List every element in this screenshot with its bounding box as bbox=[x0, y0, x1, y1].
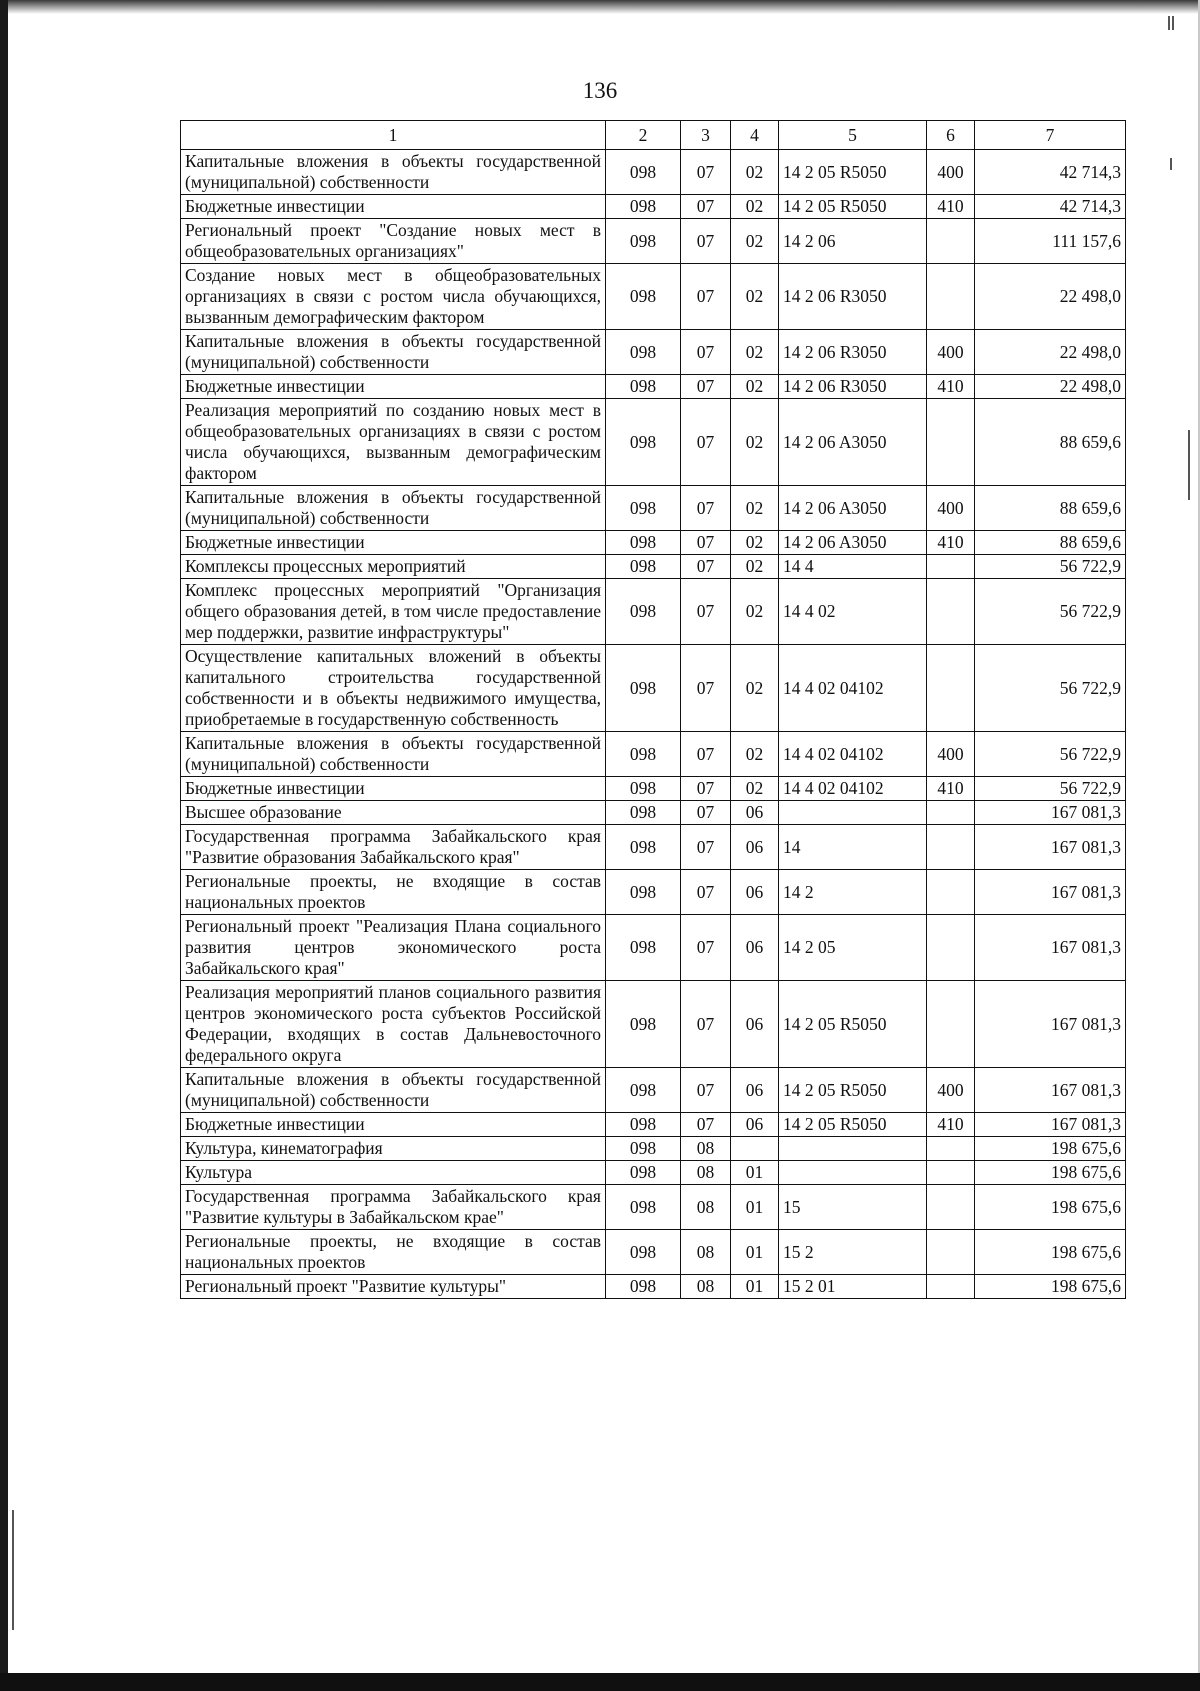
ministry-code: 098 bbox=[606, 195, 681, 219]
subsection-code: 02 bbox=[731, 195, 779, 219]
section-code: 07 bbox=[681, 777, 731, 801]
budget-table bbox=[180, 120, 1126, 1299]
expense-type-code: 400 bbox=[927, 150, 975, 195]
table-row bbox=[181, 531, 1126, 555]
section-code: 08 bbox=[681, 1185, 731, 1230]
table-row bbox=[181, 1161, 1126, 1185]
ministry-code: 098 bbox=[606, 531, 681, 555]
section-code: 07 bbox=[681, 531, 731, 555]
expense-type-code bbox=[927, 825, 975, 870]
section-code: 07 bbox=[681, 330, 731, 375]
scan-artifact bbox=[1168, 16, 1170, 30]
table-row bbox=[181, 1275, 1126, 1299]
ministry-code: 098 bbox=[606, 399, 681, 486]
expense-type-code: 410 bbox=[927, 531, 975, 555]
table-row bbox=[181, 579, 1126, 645]
item-name: Региональные проекты, не входящие в состав национальных проектов bbox=[181, 1230, 606, 1275]
scan-edge-top bbox=[0, 0, 1200, 14]
ministry-code: 098 bbox=[606, 981, 681, 1068]
section-code: 07 bbox=[681, 195, 731, 219]
table-row bbox=[181, 645, 1126, 732]
table-row bbox=[181, 870, 1126, 915]
ministry-code: 098 bbox=[606, 732, 681, 777]
section-code: 07 bbox=[681, 870, 731, 915]
ministry-code: 098 bbox=[606, 330, 681, 375]
table-row bbox=[181, 732, 1126, 777]
scan-edge-bottom bbox=[0, 1673, 1200, 1691]
item-name: Региональный проект "Реализация Плана социального развития центров экономического роста Забайкальского края" bbox=[181, 915, 606, 981]
item-name: Культура, кинематография bbox=[181, 1137, 606, 1161]
item-name: Капитальные вложения в объекты государственной (муниципальной) собственности bbox=[181, 150, 606, 195]
expense-type-code bbox=[927, 1137, 975, 1161]
amount: 167 081,3 bbox=[975, 825, 1126, 870]
table-row bbox=[181, 1068, 1126, 1113]
expense-type-code bbox=[927, 1275, 975, 1299]
subsection-code: 02 bbox=[731, 150, 779, 195]
expense-type-code: 410 bbox=[927, 777, 975, 801]
item-name: Комплексы процессных мероприятий bbox=[181, 555, 606, 579]
target-article-code: 15 2 bbox=[779, 1230, 927, 1275]
subsection-code: 06 bbox=[731, 1113, 779, 1137]
amount: 167 081,3 bbox=[975, 801, 1126, 825]
subsection-code: 02 bbox=[731, 579, 779, 645]
subsection-code bbox=[731, 1137, 779, 1161]
subsection-code: 02 bbox=[731, 375, 779, 399]
amount: 42 714,3 bbox=[975, 195, 1126, 219]
amount: 56 722,9 bbox=[975, 732, 1126, 777]
scan-artifact bbox=[1188, 430, 1190, 500]
target-article-code: 14 2 05 R5050 bbox=[779, 981, 927, 1068]
table-row bbox=[181, 195, 1126, 219]
subsection-code: 02 bbox=[731, 531, 779, 555]
subsection-code: 02 bbox=[731, 219, 779, 264]
expense-type-code bbox=[927, 645, 975, 732]
amount: 167 081,3 bbox=[975, 1068, 1126, 1113]
column-header: 1 bbox=[181, 121, 606, 150]
table-row bbox=[181, 219, 1126, 264]
target-article-code: 14 4 02 04102 bbox=[779, 645, 927, 732]
expense-type-code bbox=[927, 555, 975, 579]
item-name: Региональный проект "Развитие культуры" bbox=[181, 1275, 606, 1299]
target-article-code: 14 2 05 bbox=[779, 915, 927, 981]
section-code: 07 bbox=[681, 825, 731, 870]
target-article-code: 14 2 06 A3050 bbox=[779, 399, 927, 486]
amount: 88 659,6 bbox=[975, 486, 1126, 531]
ministry-code: 098 bbox=[606, 1230, 681, 1275]
amount: 198 675,6 bbox=[975, 1230, 1126, 1275]
ministry-code: 098 bbox=[606, 915, 681, 981]
item-name: Бюджетные инвестиции bbox=[181, 1113, 606, 1137]
table-row bbox=[181, 825, 1126, 870]
subsection-code: 02 bbox=[731, 645, 779, 732]
target-article-code: 14 2 05 R5050 bbox=[779, 150, 927, 195]
subsection-code: 06 bbox=[731, 915, 779, 981]
expense-type-code bbox=[927, 1185, 975, 1230]
expense-type-code bbox=[927, 264, 975, 330]
section-code: 07 bbox=[681, 1068, 731, 1113]
amount: 56 722,9 bbox=[975, 777, 1126, 801]
expense-type-code bbox=[927, 1230, 975, 1275]
subsection-code: 01 bbox=[731, 1275, 779, 1299]
item-name: Реализация мероприятий планов социального развития центров экономического роста субъектов Российской Федерации, входящих в состав Дальневосточного федерального округа bbox=[181, 981, 606, 1068]
scan-edge-left bbox=[0, 0, 8, 1691]
target-article-code: 14 4 02 04102 bbox=[779, 732, 927, 777]
amount: 56 722,9 bbox=[975, 579, 1126, 645]
table-row bbox=[181, 486, 1126, 531]
table-row bbox=[181, 399, 1126, 486]
section-code: 07 bbox=[681, 264, 731, 330]
table-row bbox=[181, 981, 1126, 1068]
target-article-code: 14 2 06 R3050 bbox=[779, 330, 927, 375]
section-code: 07 bbox=[681, 375, 731, 399]
subsection-code: 02 bbox=[731, 264, 779, 330]
item-name: Осуществление капитальных вложений в объекты капитального строительства государственной собственности и в объекты недвижимого имущества, приобретаемые в государственную собственность bbox=[181, 645, 606, 732]
section-code: 07 bbox=[681, 1113, 731, 1137]
table-row bbox=[181, 1230, 1126, 1275]
item-name: Культура bbox=[181, 1161, 606, 1185]
ministry-code: 098 bbox=[606, 1275, 681, 1299]
amount: 56 722,9 bbox=[975, 645, 1126, 732]
subsection-code: 06 bbox=[731, 801, 779, 825]
subsection-code: 02 bbox=[731, 555, 779, 579]
ministry-code: 098 bbox=[606, 219, 681, 264]
ministry-code: 098 bbox=[606, 150, 681, 195]
section-code: 07 bbox=[681, 981, 731, 1068]
amount: 88 659,6 bbox=[975, 399, 1126, 486]
section-code: 07 bbox=[681, 915, 731, 981]
table-row bbox=[181, 915, 1126, 981]
amount: 22 498,0 bbox=[975, 375, 1126, 399]
table-row bbox=[181, 801, 1126, 825]
target-article-code: 15 bbox=[779, 1185, 927, 1230]
amount: 198 675,6 bbox=[975, 1161, 1126, 1185]
target-article-code: 14 2 06 A3050 bbox=[779, 531, 927, 555]
target-article-code: 14 2 06 A3050 bbox=[779, 486, 927, 531]
section-code: 08 bbox=[681, 1275, 731, 1299]
section-code: 07 bbox=[681, 579, 731, 645]
subsection-code: 01 bbox=[731, 1230, 779, 1275]
subsection-code: 02 bbox=[731, 399, 779, 486]
expense-type-code: 400 bbox=[927, 486, 975, 531]
item-name: Капитальные вложения в объекты государственной (муниципальной) собственности bbox=[181, 1068, 606, 1113]
subsection-code: 02 bbox=[731, 777, 779, 801]
expense-type-code bbox=[927, 915, 975, 981]
column-header: 7 bbox=[975, 121, 1126, 150]
amount: 88 659,6 bbox=[975, 531, 1126, 555]
subsection-code: 06 bbox=[731, 1068, 779, 1113]
target-article-code: 14 2 05 R5050 bbox=[779, 195, 927, 219]
item-name: Бюджетные инвестиции bbox=[181, 195, 606, 219]
amount: 167 081,3 bbox=[975, 1113, 1126, 1137]
ministry-code: 098 bbox=[606, 1113, 681, 1137]
column-header: 2 bbox=[606, 121, 681, 150]
amount: 198 675,6 bbox=[975, 1137, 1126, 1161]
subsection-code: 01 bbox=[731, 1161, 779, 1185]
ministry-code: 098 bbox=[606, 555, 681, 579]
section-code: 07 bbox=[681, 399, 731, 486]
ministry-code: 098 bbox=[606, 1068, 681, 1113]
expense-type-code bbox=[927, 1161, 975, 1185]
subsection-code: 02 bbox=[731, 486, 779, 531]
expense-type-code: 410 bbox=[927, 195, 975, 219]
item-name: Капитальные вложения в объекты государственной (муниципальной) собственности bbox=[181, 330, 606, 375]
target-article-code bbox=[779, 1137, 927, 1161]
section-code: 07 bbox=[681, 801, 731, 825]
target-article-code: 14 2 06 R3050 bbox=[779, 264, 927, 330]
section-code: 07 bbox=[681, 486, 731, 531]
ministry-code: 098 bbox=[606, 486, 681, 531]
amount: 198 675,6 bbox=[975, 1185, 1126, 1230]
expense-type-code bbox=[927, 219, 975, 264]
amount: 42 714,3 bbox=[975, 150, 1126, 195]
amount: 167 081,3 bbox=[975, 870, 1126, 915]
item-name: Реализация мероприятий по созданию новых мест в общеобразовательных организациях в связи с ростом числа обучающихся, вызванным демографическим фактором bbox=[181, 399, 606, 486]
amount: 198 675,6 bbox=[975, 1275, 1126, 1299]
scan-artifact bbox=[1170, 158, 1172, 170]
section-code: 07 bbox=[681, 555, 731, 579]
ministry-code: 098 bbox=[606, 825, 681, 870]
subsection-code: 02 bbox=[731, 330, 779, 375]
item-name: Создание новых мест в общеобразовательных организациях в связи с ростом числа обучающихся, вызванным демографическим фактором bbox=[181, 264, 606, 330]
column-header: 4 bbox=[731, 121, 779, 150]
section-code: 08 bbox=[681, 1230, 731, 1275]
expense-type-code: 400 bbox=[927, 732, 975, 777]
target-article-code bbox=[779, 801, 927, 825]
amount: 22 498,0 bbox=[975, 330, 1126, 375]
amount: 22 498,0 bbox=[975, 264, 1126, 330]
table-row bbox=[181, 330, 1126, 375]
ministry-code: 098 bbox=[606, 579, 681, 645]
section-code: 07 bbox=[681, 645, 731, 732]
item-name: Капитальные вложения в объекты государственной (муниципальной) собственности bbox=[181, 732, 606, 777]
target-article-code: 14 2 06 bbox=[779, 219, 927, 264]
column-header: 6 bbox=[927, 121, 975, 150]
target-article-code: 15 2 01 bbox=[779, 1275, 927, 1299]
item-name: Капитальные вложения в объекты государственной (муниципальной) собственности bbox=[181, 486, 606, 531]
item-name: Региональный проект "Создание новых мест в общеобразовательных организациях" bbox=[181, 219, 606, 264]
section-code: 07 bbox=[681, 150, 731, 195]
ministry-code: 098 bbox=[606, 645, 681, 732]
subsection-code: 02 bbox=[731, 732, 779, 777]
target-article-code: 14 4 02 bbox=[779, 579, 927, 645]
target-article-code: 14 4 02 04102 bbox=[779, 777, 927, 801]
ministry-code: 098 bbox=[606, 375, 681, 399]
table-row bbox=[181, 1137, 1126, 1161]
ministry-code: 098 bbox=[606, 801, 681, 825]
table-row bbox=[181, 150, 1126, 195]
subsection-code: 06 bbox=[731, 981, 779, 1068]
expense-type-code bbox=[927, 870, 975, 915]
ministry-code: 098 bbox=[606, 1185, 681, 1230]
column-header: 5 bbox=[779, 121, 927, 150]
table-row bbox=[181, 555, 1126, 579]
table-header-row bbox=[181, 121, 1126, 150]
table-row bbox=[181, 777, 1126, 801]
section-code: 08 bbox=[681, 1137, 731, 1161]
expense-type-code bbox=[927, 981, 975, 1068]
item-name: Бюджетные инвестиции bbox=[181, 375, 606, 399]
table-row bbox=[181, 375, 1126, 399]
target-article-code: 14 2 05 R5050 bbox=[779, 1068, 927, 1113]
amount: 167 081,3 bbox=[975, 981, 1126, 1068]
target-article-code: 14 4 bbox=[779, 555, 927, 579]
ministry-code: 098 bbox=[606, 777, 681, 801]
table-row bbox=[181, 1185, 1126, 1230]
amount: 56 722,9 bbox=[975, 555, 1126, 579]
target-article-code: 14 2 05 R5050 bbox=[779, 1113, 927, 1137]
expense-type-code bbox=[927, 399, 975, 486]
table-row bbox=[181, 264, 1126, 330]
expense-type-code bbox=[927, 801, 975, 825]
expense-type-code: 410 bbox=[927, 1113, 975, 1137]
item-name: Бюджетные инвестиции bbox=[181, 531, 606, 555]
target-article-code: 14 2 bbox=[779, 870, 927, 915]
expense-type-code: 400 bbox=[927, 330, 975, 375]
table-row bbox=[181, 1113, 1126, 1137]
amount: 167 081,3 bbox=[975, 915, 1126, 981]
item-name: Региональные проекты, не входящие в состав национальных проектов bbox=[181, 870, 606, 915]
ministry-code: 098 bbox=[606, 264, 681, 330]
column-header: 3 bbox=[681, 121, 731, 150]
ministry-code: 098 bbox=[606, 870, 681, 915]
target-article-code: 14 2 06 R3050 bbox=[779, 375, 927, 399]
amount: 111 157,6 bbox=[975, 219, 1126, 264]
subsection-code: 01 bbox=[731, 1185, 779, 1230]
item-name: Государственная программа Забайкальского края "Развитие образования Забайкальского края" bbox=[181, 825, 606, 870]
scan-artifact bbox=[1172, 16, 1174, 30]
page-number: 136 bbox=[582, 78, 618, 103]
item-name: Комплекс процессных мероприятий "Организация общего образования детей, в том числе предоставление мер поддержки, развитие инфраструктуры" bbox=[181, 579, 606, 645]
ministry-code: 098 bbox=[606, 1137, 681, 1161]
expense-type-code: 400 bbox=[927, 1068, 975, 1113]
item-name: Государственная программа Забайкальского края "Развитие культуры в Забайкальском крае" bbox=[181, 1185, 606, 1230]
expense-type-code: 410 bbox=[927, 375, 975, 399]
section-code: 07 bbox=[681, 219, 731, 264]
section-code: 07 bbox=[681, 732, 731, 777]
item-name: Бюджетные инвестиции bbox=[181, 777, 606, 801]
scan-artifact bbox=[12, 1510, 14, 1630]
subsection-code: 06 bbox=[731, 825, 779, 870]
ministry-code: 098 bbox=[606, 1161, 681, 1185]
expense-type-code bbox=[927, 579, 975, 645]
section-code: 08 bbox=[681, 1161, 731, 1185]
item-name: Высшее образование bbox=[181, 801, 606, 825]
target-article-code bbox=[779, 1161, 927, 1185]
subsection-code: 06 bbox=[731, 870, 779, 915]
target-article-code: 14 bbox=[779, 825, 927, 870]
